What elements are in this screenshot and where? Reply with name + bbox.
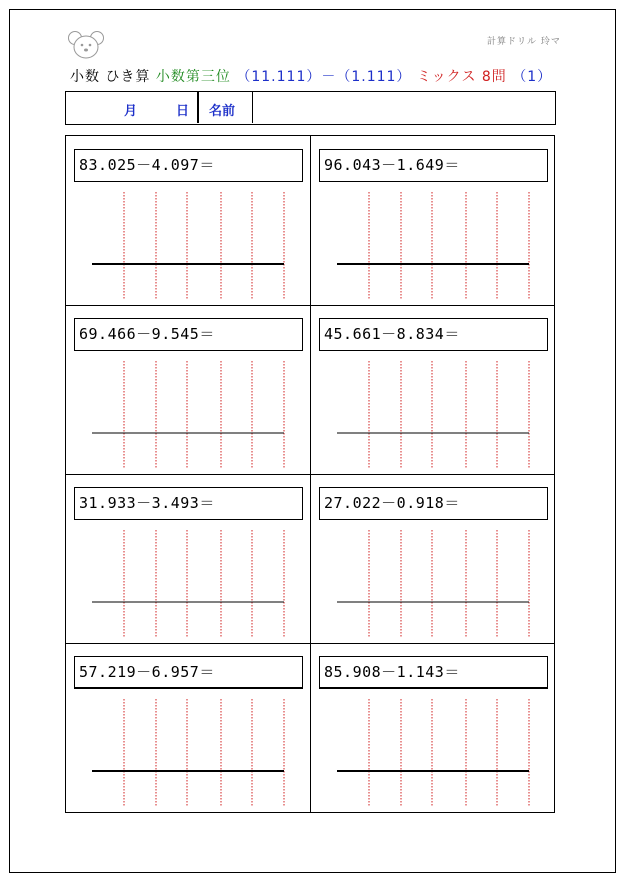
- problem-expression: 85.908－1.143＝: [319, 656, 548, 689]
- problem-cell: [66, 643, 311, 812]
- problem-expression: 45.661－8.834＝: [319, 318, 548, 351]
- day-label: 日: [176, 104, 190, 119]
- title-part-2: 小数第三位: [155, 69, 237, 85]
- worksheet-title: [70, 66, 552, 86]
- title-part-5: （1）: [512, 69, 553, 85]
- vertical-calc-guides: [311, 305, 556, 474]
- problem-expression: 57.219－6.957＝: [74, 656, 303, 689]
- vertical-calc-guides: [66, 305, 311, 474]
- name-label: 名前: [209, 104, 236, 119]
- problem-expression: 69.466－9.545＝: [74, 318, 303, 351]
- problem-cell: [66, 136, 311, 305]
- brand-label: 計算ドリル 玲マ: [487, 37, 561, 47]
- problem-expression: 31.933－3.493＝: [74, 487, 303, 520]
- vertical-calc-guides: [66, 643, 311, 812]
- vertical-calc-guides: [66, 474, 311, 643]
- name-box-divider: [197, 92, 199, 123]
- problem-cell: [311, 474, 556, 643]
- problem-cell: [311, 136, 556, 305]
- problem-expression: 27.022－0.918＝: [319, 487, 548, 520]
- vertical-calc-guides: [311, 136, 556, 305]
- date-name-box: [65, 91, 556, 125]
- month-label: 月: [124, 104, 138, 119]
- vertical-calc-guides: [66, 136, 311, 305]
- problem-cell: [66, 305, 311, 474]
- vertical-calc-guides: [311, 474, 556, 643]
- vertical-calc-guides: [311, 643, 556, 812]
- problem-cell: [311, 643, 556, 812]
- problem-grid: [65, 135, 555, 813]
- problem-cell: [66, 474, 311, 643]
- problem-expression: 83.025－4.097＝: [74, 149, 303, 182]
- mouse-logo-icon: [68, 30, 104, 60]
- problem-cell: [311, 305, 556, 474]
- title-part-4: ミックス 8問: [416, 69, 513, 85]
- title-part-1: 小数 ひき算: [70, 69, 156, 85]
- problem-expression: 96.043－1.649＝: [319, 149, 548, 182]
- name-box-divider: [252, 92, 253, 123]
- title-part-3: （11.111）－（1.111）: [236, 69, 417, 85]
